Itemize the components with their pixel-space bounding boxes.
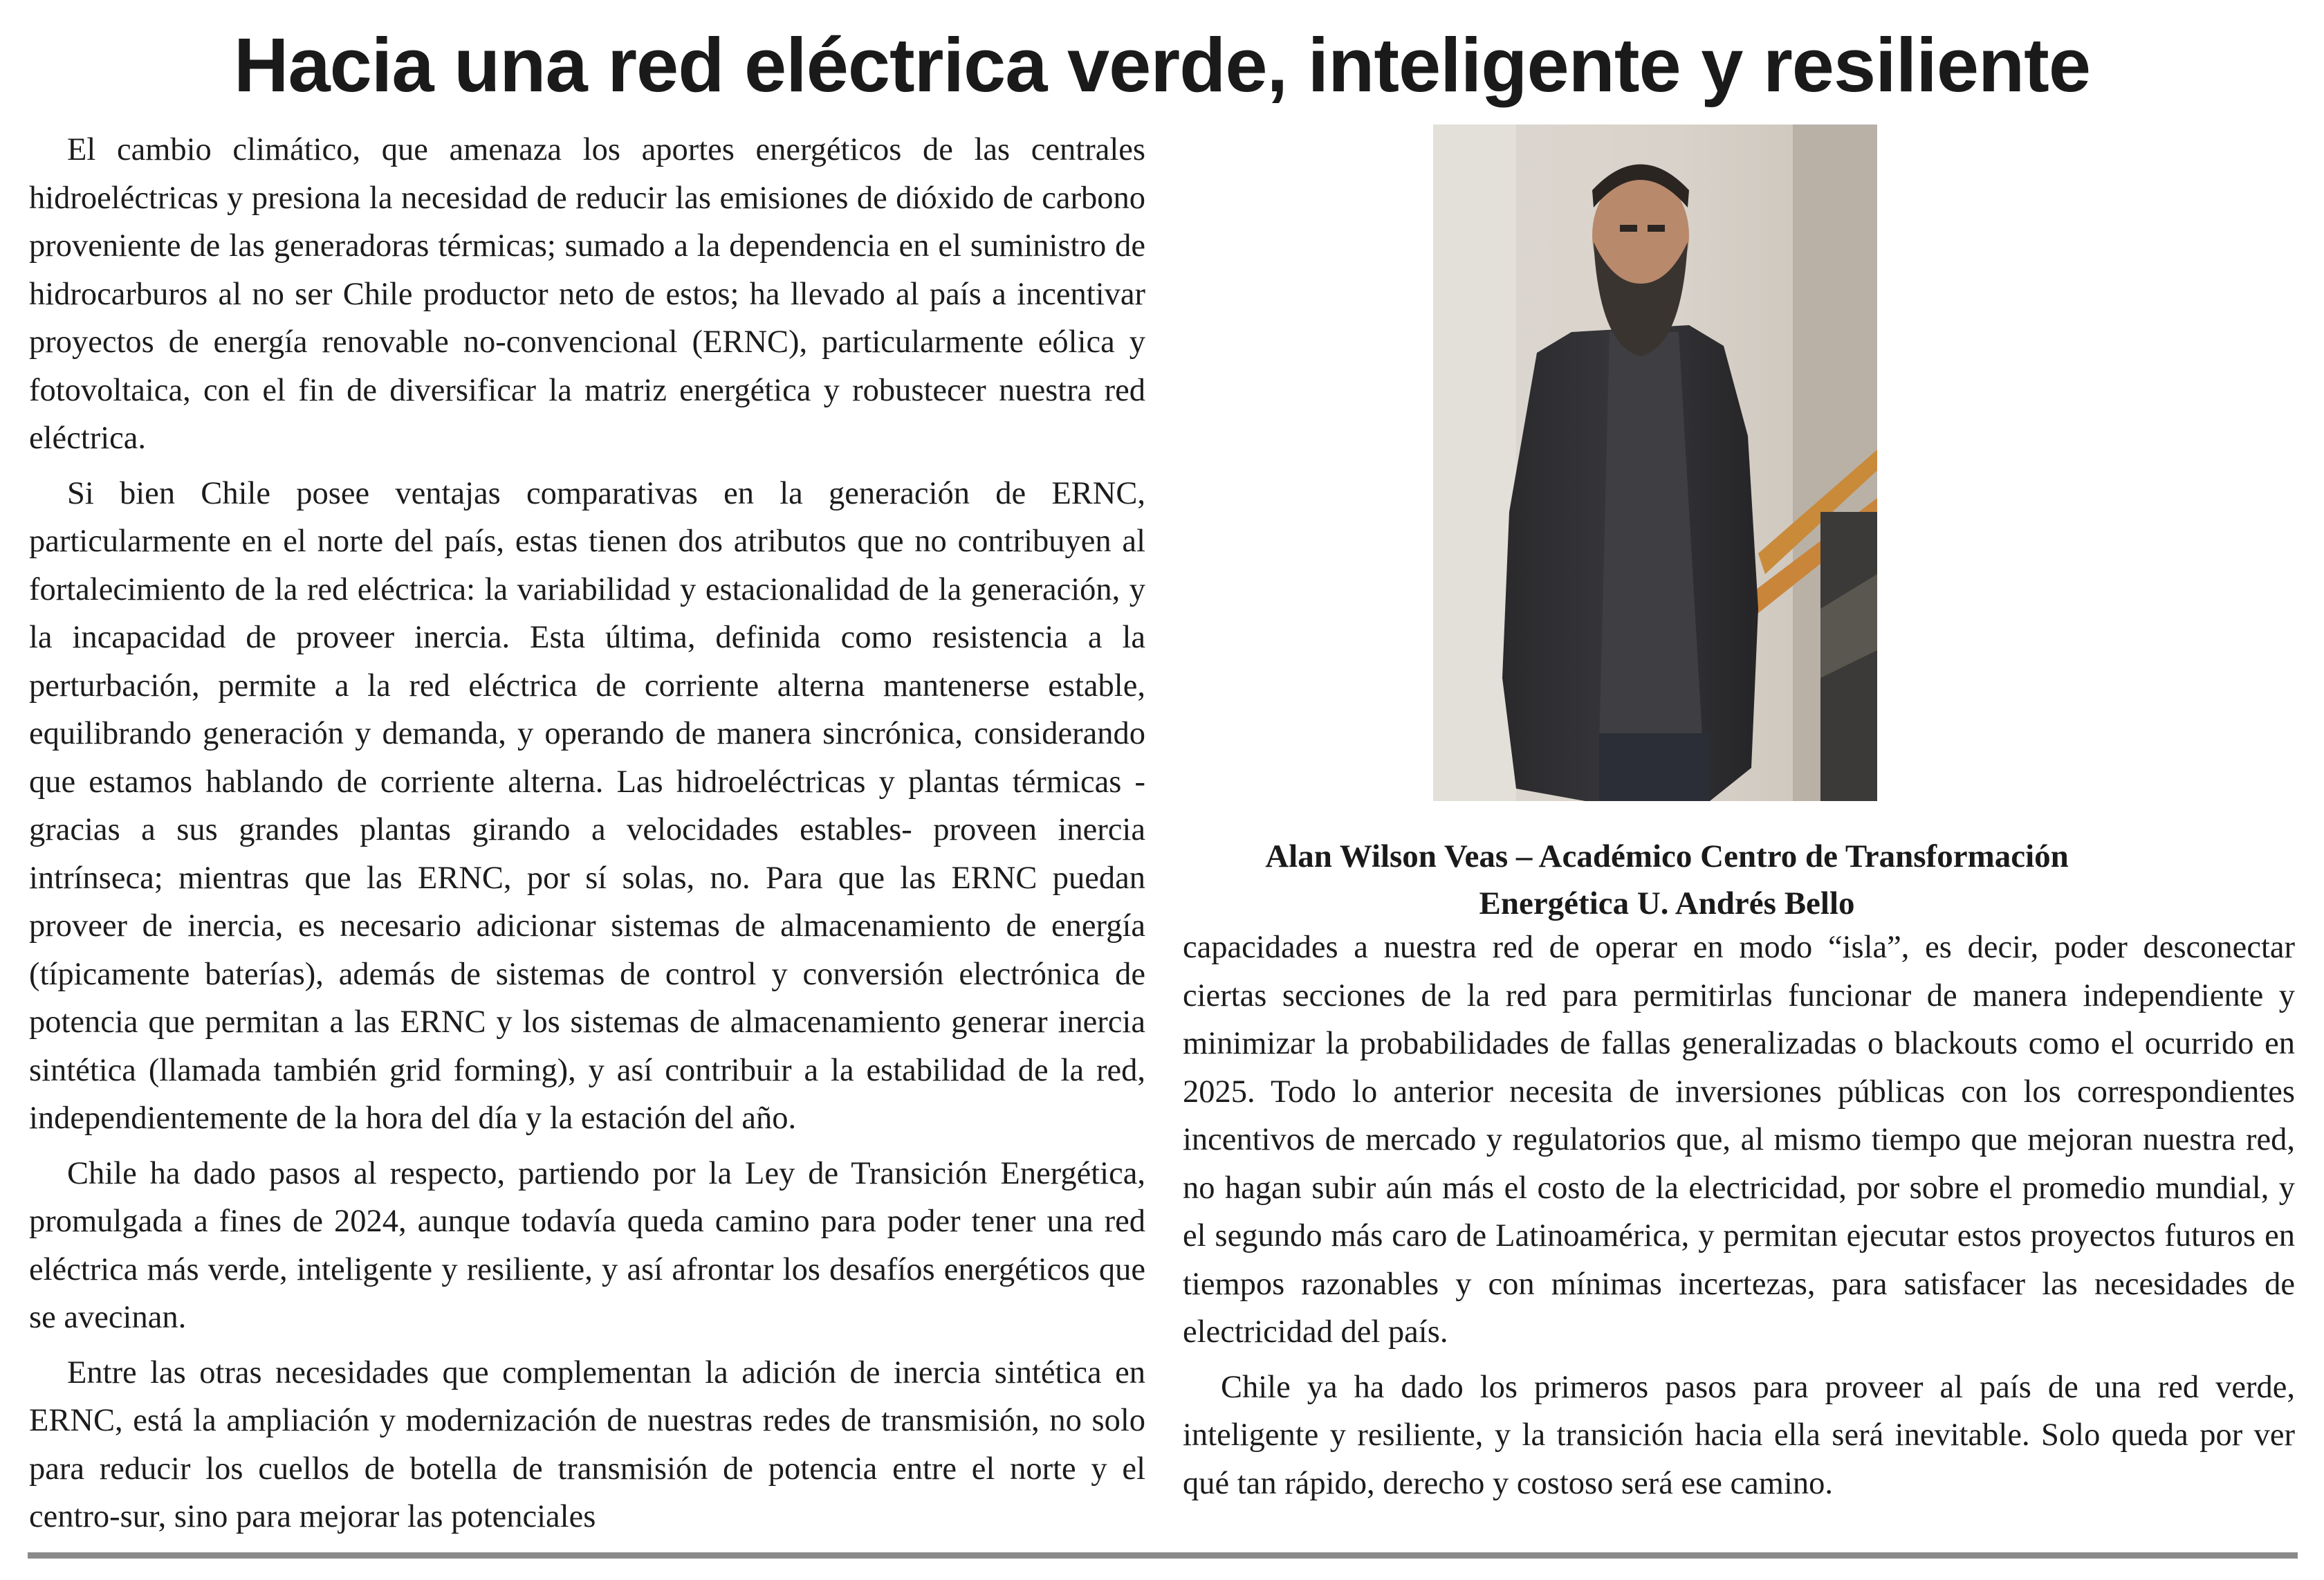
body-paragraph: Entre las otras necesidades que complementan la adición de inercia sintética en ERNC, está la ampliación y modernización de nuestras redes de transmisión, no solo para reducir los cuellos de botella de transmisión de potencia entre el norte y el centro-sur, sino para mejorar las potenciales — [29, 1354, 1145, 1534]
body-paragraph: Chile ya ha dado los primeros pasos para proveer al país de una red verde, inteligente y resiliente, y la transición hacia ella será inevitable. Solo queda por ver qué tan rápido, derecho y costoso será ese camino. — [1183, 1369, 2295, 1501]
body-paragraph: Si bien Chile posee ventajas comparativas en la generación de ERNC, particularmente en el norte del país, estas tienen dos atributos que no contribuyen al fortalecimiento de la red eléctrica: la variabilidad y estacionalidad de la generación, y la incapacidad de proveer inercia. Esta última, definida como resistencia a la perturbación, permite a la red eléctrica de corriente alterna mantenerse estable, equilibrando generación y demanda, y operando de manera sincrónica, considerando que estamos hablando de corriente alterna. Las hidroeléctricas y plantas térmicas -gracias a sus grandes plantas girando a velocidades estables- proveen inercia intrínseca; mientras que las ERNC, por sí solas, no. Para que las ERNC puedan proveer de inercia, es necesario adicionar sistemas de almacenamiento de energía (típicamente baterías), además de sistemas de control y conversión electrónica de potencia que permitan a las ERNC y los sistemas de almacenamiento generar inercia sintética (llamada también grid forming), y así contribuir a la estabilidad de la red, independientemente de la hora del día y la estación del año. — [29, 475, 1145, 1136]
bottom-divider — [28, 1552, 2298, 1559]
caption-line: Alan Wilson Veas – Académico Centro de Transformación — [1265, 838, 2069, 874]
body-paragraph: El cambio climático, que amenaza los aportes energéticos de las centrales hidroeléctricas y presiona la necesidad de reducir las emisiones de dióxido de carbono proveniente de las generadoras térmicas; sumado a la dependencia en el suministro de hidrocarburos al no ser Chile productor neto de estos; ha llevado al país a incentivar proyectos de energía renovable no-convencional (ERNC), particularmente eólica y fotovoltaica, con el fin de diversificar la matriz energética y robustecer nuestra red eléctrica. — [29, 132, 1145, 456]
author-portrait-image — [1433, 125, 1877, 801]
article-headline: Hacia una red eléctrica verde, inteligente y resiliente — [234, 23, 2090, 108]
author-photo — [1433, 125, 1877, 801]
photo-caption — [1176, 833, 2158, 927]
body-paragraph: Chile ha dado pasos al respecto, partiendo por la Ley de Transición Energética, promulgada a fines de 2024, aunque todavía queda camino para poder tener una red eléctrica más verde, inteligente y resiliente, y así afrontar los desafíos energéticos que se avecinan. — [29, 1155, 1145, 1335]
caption-line: Energética U. Andrés Bello — [1479, 885, 1855, 921]
article-body-right-column — [1183, 924, 2295, 1514]
body-paragraph: capacidades a nuestra red de operar en modo “isla”, es decir, poder desconectar ciertas secciones de la red para permitirlas funcionar de manera independiente y minimizar la probabilidades de fallas generalizadas o blackouts como el ocurrido en 2025. Todo lo anterior necesita de inversiones públicas con los correspondientes incentivos de mercado y regulatorios que, al mismo tiempo que mejoran nuestra red, no hagan subir aún más el costo de la electricidad, por sobre el promedio mundial, y el segundo más caro de Latinoamérica, y permitan ejecutar estos proyectos futuros en tiempos razonables y con mínimas incertezas, para satisfacer las necesidades de electricidad del país. — [1183, 930, 2295, 1350]
article-body-left-column — [29, 126, 1145, 1548]
